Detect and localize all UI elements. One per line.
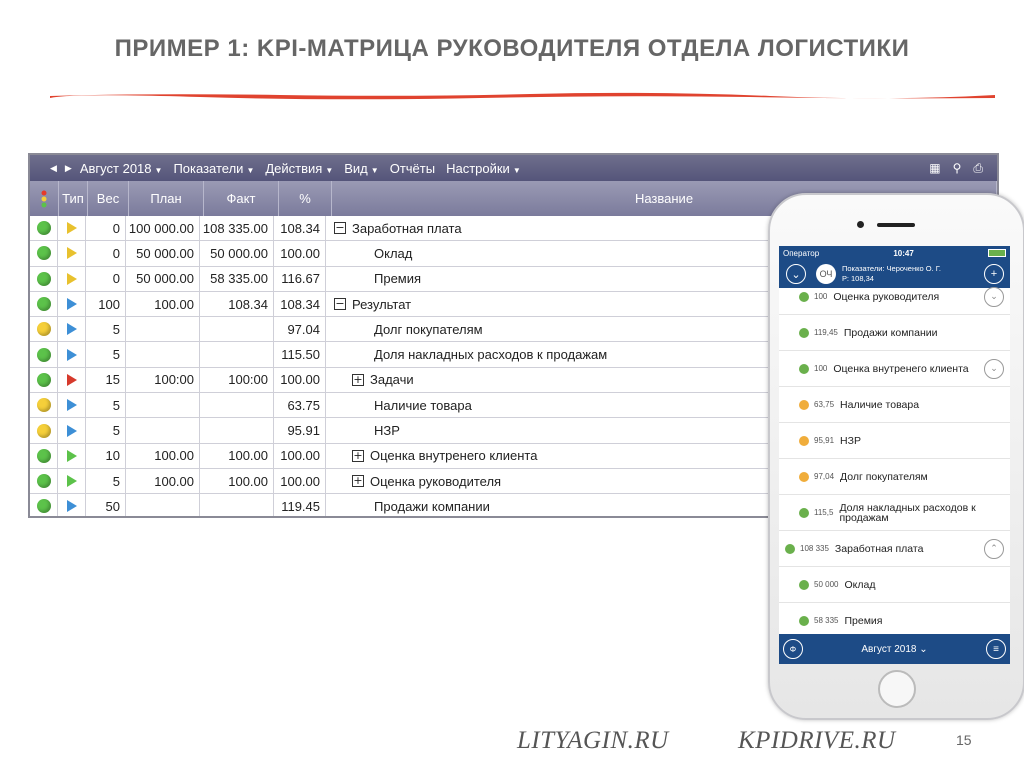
kpi-label: Продажи компании bbox=[843, 326, 938, 339]
menu-actions[interactable]: Действия ▼ bbox=[265, 160, 334, 176]
header-type[interactable]: Тип bbox=[59, 181, 88, 216]
clock-label: 10:47 bbox=[893, 248, 914, 258]
kpi-name: Оценка внутренего клиента bbox=[370, 448, 538, 464]
kpi-label: Премия bbox=[844, 614, 883, 627]
fact-cell[interactable] bbox=[200, 317, 274, 341]
status-dot-icon bbox=[37, 297, 51, 311]
menu-view[interactable]: Вид ▼ bbox=[344, 160, 379, 176]
menu-settings[interactable]: Настройки ▼ bbox=[446, 160, 521, 176]
weight-cell[interactable]: 0 bbox=[86, 216, 126, 240]
percent-cell: 100.00 bbox=[274, 444, 326, 468]
percent-cell: 97.04 bbox=[274, 317, 326, 341]
kpi-label: Наличие товара bbox=[840, 398, 920, 411]
list-item[interactable] bbox=[779, 423, 1010, 459]
kpi-value: 95,91 bbox=[814, 436, 835, 445]
battery-icon bbox=[988, 249, 1006, 257]
flag-icon bbox=[67, 399, 77, 411]
home-button[interactable] bbox=[878, 670, 916, 708]
kpi-value: 50 000 bbox=[814, 580, 839, 589]
kpi-value: 119,45 bbox=[814, 328, 838, 337]
status-dot-icon bbox=[799, 400, 809, 410]
table-icon[interactable]: ▦ bbox=[929, 160, 941, 175]
flag-icon bbox=[67, 500, 77, 512]
fact-cell[interactable]: 58 335.00 bbox=[200, 267, 274, 291]
header-weight[interactable]: Вес bbox=[88, 181, 129, 216]
status-dot-icon bbox=[799, 292, 809, 302]
list-item[interactable] bbox=[779, 531, 1010, 567]
status-dot-icon bbox=[799, 616, 809, 626]
period-selector[interactable]: Август 2018 ▼ bbox=[79, 160, 163, 176]
kpi-value: 100 bbox=[814, 364, 828, 373]
status-dot-icon bbox=[37, 424, 51, 438]
plan-cell[interactable] bbox=[126, 393, 200, 417]
flag-icon bbox=[67, 374, 77, 386]
fact-cell[interactable]: 100.00 bbox=[200, 444, 274, 468]
print-icon[interactable]: ⎙ bbox=[973, 160, 983, 175]
status-dot-icon bbox=[799, 508, 809, 518]
status-dot-icon bbox=[37, 373, 51, 387]
status-cell bbox=[30, 241, 58, 265]
weight-cell[interactable]: 5 bbox=[86, 317, 126, 341]
expand-icon[interactable]: + bbox=[353, 372, 363, 386]
flag-icon bbox=[67, 222, 77, 234]
prev-period-icon[interactable]: ◀ bbox=[50, 162, 57, 173]
kpi-name: Премия bbox=[374, 271, 422, 287]
percent-cell: 63.75 bbox=[274, 393, 326, 417]
brush-stroke-divider bbox=[50, 92, 995, 100]
type-cell bbox=[58, 469, 86, 493]
status-dot-icon bbox=[37, 246, 51, 260]
search-icon[interactable]: ⚲ bbox=[952, 160, 962, 175]
expand-icon[interactable]: + bbox=[353, 448, 363, 462]
percent-cell: 100.00 bbox=[274, 469, 326, 493]
list-item[interactable] bbox=[779, 459, 1010, 495]
plan-cell[interactable]: 50 000.00 bbox=[126, 241, 200, 265]
menu-bar bbox=[30, 155, 997, 181]
weight-cell[interactable]: 5 bbox=[86, 469, 126, 493]
collapse-icon[interactable]: − bbox=[335, 221, 345, 235]
kpi-name: Долг покупателям bbox=[374, 321, 483, 337]
kpi-name: Заработная плата bbox=[352, 220, 462, 236]
flag-icon bbox=[67, 475, 77, 487]
mobile-status-bar bbox=[779, 246, 1010, 260]
chevron-up-icon[interactable]: ⌃ bbox=[984, 539, 1004, 559]
chevron-down-icon[interactable]: ⌄ bbox=[984, 359, 1004, 379]
status-dot-icon bbox=[37, 221, 51, 235]
kpi-value: 58 335 bbox=[814, 616, 839, 625]
type-cell bbox=[58, 494, 86, 518]
kpi-name: Продажи компании bbox=[374, 498, 490, 514]
status-dot-icon bbox=[37, 348, 51, 362]
percent-cell: 100.00 bbox=[274, 241, 326, 265]
fact-cell[interactable]: 50 000.00 bbox=[200, 241, 274, 265]
fact-cell[interactable] bbox=[200, 342, 274, 366]
status-cell bbox=[30, 494, 58, 518]
plan-cell[interactable]: 100.00 bbox=[126, 444, 200, 468]
status-cell bbox=[30, 444, 58, 468]
flag-icon bbox=[67, 425, 77, 437]
type-cell bbox=[58, 418, 86, 442]
plan-cell[interactable]: 100.00 bbox=[126, 469, 200, 493]
kpi-label: Оценка внутренего клиента bbox=[833, 362, 969, 375]
plan-cell[interactable] bbox=[126, 418, 200, 442]
type-cell bbox=[58, 267, 86, 291]
plan-cell[interactable]: 100 000.00 bbox=[126, 216, 200, 240]
weight-cell[interactable]: 0 bbox=[86, 267, 126, 291]
kpi-value: 97,04 bbox=[814, 472, 835, 481]
kpi-label: Заработная плата bbox=[834, 542, 924, 555]
status-dot-icon bbox=[37, 499, 51, 513]
status-cell bbox=[30, 342, 58, 366]
flag-icon bbox=[67, 247, 77, 259]
status-dot-icon bbox=[37, 474, 51, 488]
weight-cell[interactable]: 5 bbox=[86, 418, 126, 442]
list-item[interactable] bbox=[779, 279, 1010, 315]
list-item[interactable] bbox=[779, 387, 1010, 423]
status-dot-icon bbox=[37, 398, 51, 412]
weight-cell[interactable]: 0 bbox=[86, 241, 126, 265]
fact-cell[interactable] bbox=[200, 494, 274, 518]
status-dot-icon bbox=[37, 449, 51, 463]
chevron-down-icon[interactable]: ⌄ bbox=[984, 287, 1004, 307]
traffic-light-icon bbox=[30, 181, 59, 216]
flag-icon bbox=[67, 450, 77, 462]
add-icon[interactable]: + bbox=[984, 264, 1004, 284]
weight-cell[interactable]: 15 bbox=[86, 368, 126, 392]
mobile-period-selector[interactable]: Август 2018 ⌄ bbox=[861, 643, 928, 655]
next-period-icon[interactable]: ▶ bbox=[64, 162, 72, 173]
fact-cell[interactable] bbox=[200, 418, 274, 442]
weight-cell[interactable]: 5 bbox=[86, 393, 126, 417]
mobile-kpi-list bbox=[779, 279, 1010, 639]
status-cell bbox=[30, 418, 58, 442]
kpi-name: Результат bbox=[352, 296, 412, 312]
percent-cell: 119.45 bbox=[274, 494, 326, 518]
camera-icon bbox=[857, 221, 864, 228]
header-name[interactable]: Название bbox=[332, 181, 997, 216]
weight-cell[interactable]: 5 bbox=[86, 342, 126, 366]
percent-cell: 95.91 bbox=[274, 418, 326, 442]
weight-cell[interactable]: 10 bbox=[86, 444, 126, 468]
status-dot-icon bbox=[37, 322, 51, 336]
kpi-name: Наличие товара bbox=[374, 397, 472, 413]
status-dot-icon bbox=[799, 328, 809, 338]
speaker-icon bbox=[877, 223, 915, 227]
percent-cell: 108.34 bbox=[274, 216, 326, 240]
fact-cell[interactable]: 108.34 bbox=[200, 292, 274, 316]
mobile-header-info: Показатели: Чероченко О. Г. Р: 108,34 bbox=[842, 264, 941, 283]
fact-cell[interactable]: 100:00 bbox=[200, 368, 274, 392]
kpi-name: НЗР bbox=[374, 423, 400, 439]
status-dot-icon bbox=[799, 580, 809, 590]
kpi-value: 100 bbox=[814, 292, 828, 301]
site-link-kpidrive[interactable]: KPIDRIVE.RU bbox=[738, 727, 896, 754]
status-dot-icon bbox=[799, 472, 809, 482]
type-cell bbox=[58, 444, 86, 468]
weight-cell[interactable]: 50 bbox=[86, 494, 126, 518]
header-fact[interactable]: Факт bbox=[204, 181, 279, 216]
type-cell bbox=[58, 368, 86, 392]
status-dot-icon bbox=[799, 364, 809, 374]
type-cell bbox=[58, 241, 86, 265]
filter-icon[interactable]: Φ bbox=[783, 639, 803, 659]
phone-mockup bbox=[768, 193, 1024, 720]
status-cell bbox=[30, 292, 58, 316]
percent-cell: 115.50 bbox=[274, 342, 326, 366]
mobile-screen bbox=[779, 246, 1010, 664]
mobile-footer bbox=[779, 634, 1010, 664]
percent-cell: 108.34 bbox=[274, 292, 326, 316]
type-cell bbox=[58, 292, 86, 316]
status-cell bbox=[30, 317, 58, 341]
kpi-value: 115,5 bbox=[814, 508, 834, 517]
type-cell bbox=[58, 393, 86, 417]
list-item[interactable] bbox=[779, 567, 1010, 603]
kpi-name: Задачи bbox=[370, 372, 414, 388]
list-item[interactable] bbox=[779, 351, 1010, 387]
type-cell bbox=[58, 317, 86, 341]
plan-cell[interactable] bbox=[126, 342, 200, 366]
kpi-name: Оклад bbox=[374, 245, 413, 261]
kpi-label: Долг покупателям bbox=[840, 470, 928, 483]
status-dot-icon bbox=[799, 436, 809, 446]
kpi-name: Оценка руководителя bbox=[370, 473, 502, 489]
flag-icon bbox=[67, 323, 77, 335]
status-dot-icon bbox=[37, 272, 51, 286]
status-dot-icon bbox=[785, 544, 795, 554]
expand-icon[interactable]: + bbox=[353, 474, 363, 488]
status-cell bbox=[30, 368, 58, 392]
kpi-value: 63,75 bbox=[814, 400, 835, 409]
menu-indicators[interactable]: Показатели ▼ bbox=[173, 160, 255, 176]
menu-reports[interactable]: Отчёты bbox=[389, 160, 436, 176]
carrier-label: Оператор bbox=[783, 248, 820, 258]
plan-cell[interactable] bbox=[126, 317, 200, 341]
plan-cell[interactable]: 100:00 bbox=[126, 368, 200, 392]
percent-cell: 100.00 bbox=[274, 368, 326, 392]
plan-cell[interactable] bbox=[126, 494, 200, 518]
type-cell bbox=[58, 342, 86, 366]
kpi-label: НЗР bbox=[840, 434, 861, 447]
weight-cell[interactable]: 100 bbox=[86, 292, 126, 316]
flag-icon bbox=[67, 349, 77, 361]
plan-cell[interactable]: 50 000.00 bbox=[126, 267, 200, 291]
flag-icon bbox=[67, 298, 77, 310]
status-cell bbox=[30, 469, 58, 493]
kpi-name: Доля накладных расходов к продажам bbox=[374, 347, 608, 363]
collapse-all-icon[interactable]: ⌄ bbox=[786, 264, 806, 284]
slide-title: ПРИМЕР 1: KPI-МАТРИЦА РУКОВОДИТЕЛЯ ОТДЕЛА ЛОГИСТИКИ bbox=[114, 35, 910, 62]
kpi-label: Оклад bbox=[844, 578, 876, 591]
menu-icon[interactable]: ≡ bbox=[986, 639, 1006, 659]
percent-cell: 116.67 bbox=[274, 267, 326, 291]
kpi-value: 108 335 bbox=[800, 544, 829, 553]
header-plan[interactable]: План bbox=[129, 181, 204, 216]
avatar[interactable]: ОЧ bbox=[816, 264, 836, 284]
fact-cell[interactable] bbox=[200, 393, 274, 417]
status-cell bbox=[30, 216, 58, 240]
fact-cell[interactable]: 100.00 bbox=[200, 469, 274, 493]
plan-cell[interactable]: 100.00 bbox=[126, 292, 200, 316]
collapse-icon[interactable]: − bbox=[335, 297, 345, 311]
site-link-lityagin[interactable]: LITYAGIN.RU bbox=[517, 727, 669, 754]
list-item[interactable] bbox=[779, 495, 1010, 531]
status-cell bbox=[30, 267, 58, 291]
page-number: 15 bbox=[956, 732, 972, 748]
kpi-label: Доля накладных расходов к продажам bbox=[839, 501, 976, 524]
kpi-label: Оценка руководителя bbox=[833, 290, 940, 303]
status-cell bbox=[30, 393, 58, 417]
fact-cell[interactable]: 108 335.00 bbox=[200, 216, 274, 240]
flag-icon bbox=[67, 273, 77, 285]
header-percent[interactable]: % bbox=[279, 181, 332, 216]
list-item[interactable] bbox=[779, 315, 1010, 351]
type-cell bbox=[58, 216, 86, 240]
